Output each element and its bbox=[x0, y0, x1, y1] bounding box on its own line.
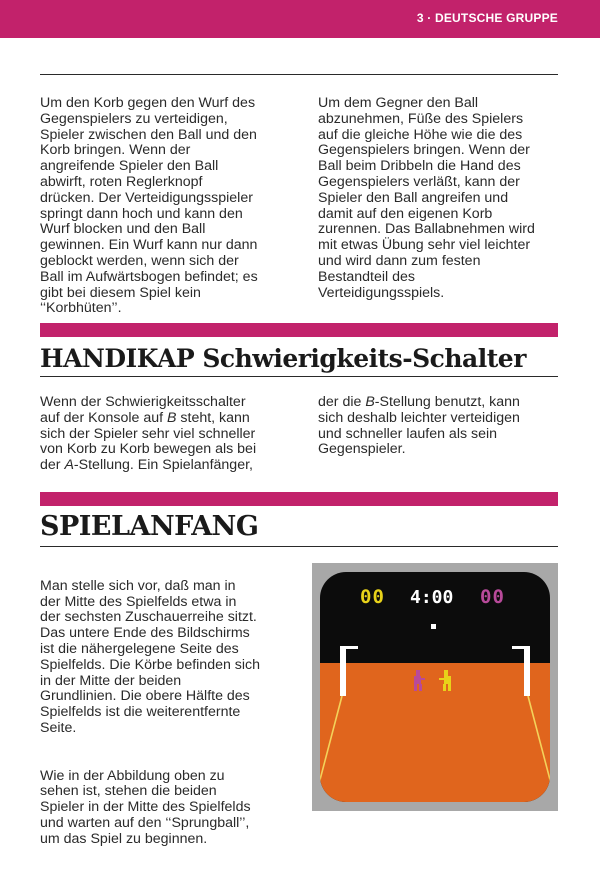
spielanfang-heading: SPIELANFANG bbox=[40, 511, 259, 542]
handikap-right-column: der die B-Stellung benutzt, kann sich deshalb leichter verteidigen und schneller laufen als sein Gegenspieler. bbox=[318, 394, 520, 458]
spielanfang-paragraph-1: Man stelle sich vor, daß man in der Mitte des Spielfelds etwa in der sechsten Zuschauerreihe sitzt. Das untere Ende des Bildschirms ist die nähergelegene Seite des Spielfelds. Die Körbe befinden sich in der Mitte der beiden Grundlinien. Die obere Hälfte des Spielfelds ist die weiterentfernte Seite. bbox=[40, 577, 261, 736]
handikap-rule bbox=[40, 376, 558, 377]
score-right: 00 bbox=[480, 586, 505, 608]
score-left: 00 bbox=[360, 586, 385, 608]
section-label: 3 · DEUTSCHE GRUPPE bbox=[416, 11, 558, 25]
section-bar-handikap bbox=[40, 323, 558, 337]
intro-right-column: Um dem Gegner den Ball abzunehmen, Füße des Spielers auf die gleiche Höhe wie die des Gegenspielers bringen. Wenn der Ball beim Dribbeln die Hand des Gegenspielers verläßt, kann der Spieler den Ball angreifen und damit auf den eigenen Korb zurennen. Das Ballabnehmen wird mit etwas Übung sehr viel leichter und wird dann zum festen Bestandteil des Verteidigungsspiels. bbox=[318, 95, 535, 301]
top-rule bbox=[40, 74, 558, 75]
ball bbox=[431, 624, 436, 629]
game-clock: 4:00 bbox=[410, 587, 454, 608]
intro-left-column: Um den Korb gegen den Wurf des Gegenspielers zu verteidigen, Spieler zwischen den Ball und den Korb bringen. Wenn der angreifende Spieler den Ball abwirft, roten Reglerknopf drücken. Der Verteidigungsspieler springt dann hoch und kann den Wurf blocken und den Ball gewinnen. Ein Wurf kann nur dann geblockt werden, wenn sich der Ball im Aufwärtsbogen befindet; es gibt bei diesem Spiel kein ‘‘Korbhüten’’. bbox=[40, 95, 258, 317]
court-floor bbox=[312, 663, 558, 811]
header-banner bbox=[0, 0, 600, 38]
spielanfang-paragraph-2: Wie in der Abbildung oben zu sehen ist, stehen die beiden Spieler in der Mitte des Spielfelds und warten auf den ‘‘Sprungball’’, um das Spiel zu beginnen. bbox=[40, 767, 251, 847]
section-bar-spielanfang bbox=[40, 492, 558, 506]
spielanfang-text bbox=[40, 563, 302, 878]
game-screen-illustration bbox=[312, 563, 558, 811]
handikap-heading: HANDIKAP Schwierigkeits-Schalter bbox=[40, 344, 526, 373]
spielanfang-rule bbox=[40, 546, 558, 547]
handikap-left-column: Wenn der Schwierigkeitsschalter auf der Konsole auf B steht, kann sich der Spieler sehr viel schneller von Korb zu Korb bewegen als bei der A-Stellung. Ein Spielanfänger, bbox=[40, 394, 257, 474]
